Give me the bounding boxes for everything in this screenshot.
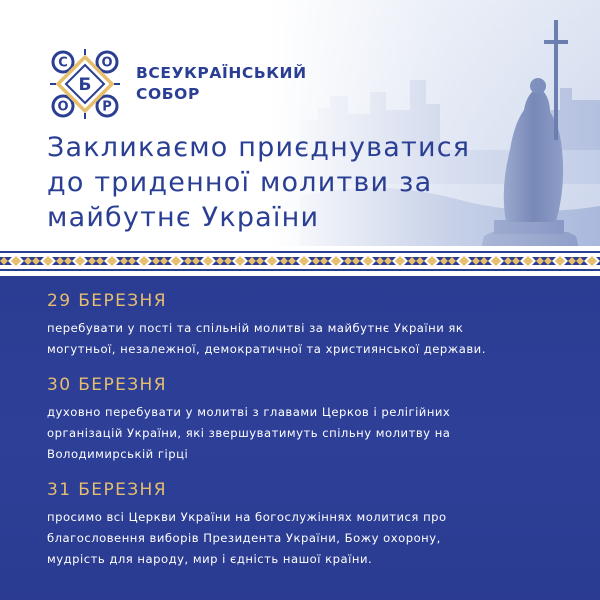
title-line2: до триденної молитви за: [47, 167, 433, 198]
logo-letter: Р: [102, 99, 112, 115]
day-block: [47, 374, 567, 465]
logo-letter: Б: [78, 75, 92, 95]
day-text-line: духовно перебувати у молитві з главами Церков і релігійних: [47, 405, 451, 419]
day-date: 31 БЕРЕЗНЯ: [47, 480, 167, 500]
day-text-line: мудрість для народу, мир і єдність нашої країни.: [47, 552, 373, 566]
logo-letter: С: [58, 55, 68, 71]
day-text-line: організацій України, які звершуватимуть спільну молитву на: [47, 426, 451, 440]
title-line3: майбутнє України: [47, 202, 320, 233]
day-text-line: могутньої, незалежної, демократичної та християнської держави.: [47, 342, 486, 356]
sobor-emblem-icon: [48, 47, 122, 121]
day-block: [47, 479, 567, 570]
brand-logo: [48, 47, 307, 121]
schedule-section: [0, 276, 600, 600]
brand-name-line1: ВСЕУКРАЇНСЬКИЙ: [136, 64, 307, 82]
title-line1: Закликаємо приєднуватися: [47, 132, 471, 163]
day-text-line: Володимирській гірці: [47, 447, 189, 461]
ornament-band: [0, 246, 600, 276]
day-date: 29 БЕРЕЗНЯ: [47, 291, 167, 311]
logo-letter: О: [57, 99, 69, 115]
header-section: [0, 0, 600, 262]
day-text-line: просимо всі Церкви України на богослужіннях молитися про: [47, 510, 447, 524]
day-description: [47, 402, 567, 465]
day-description: [47, 318, 567, 360]
day-block: [47, 290, 567, 360]
day-text-line: благословення виборів Президента України, Божу охорону,: [47, 531, 441, 545]
brand-name-line2: СОБОР: [136, 85, 200, 103]
day-date: 30 БЕРЕЗНЯ: [47, 375, 167, 395]
day-text-line: перебувати у пості та спільній молитві за майбутнє України як: [47, 321, 464, 335]
logo-letter: О: [101, 55, 113, 71]
page-title: [47, 130, 507, 235]
day-description: [47, 507, 567, 570]
brand-name: [136, 63, 307, 105]
